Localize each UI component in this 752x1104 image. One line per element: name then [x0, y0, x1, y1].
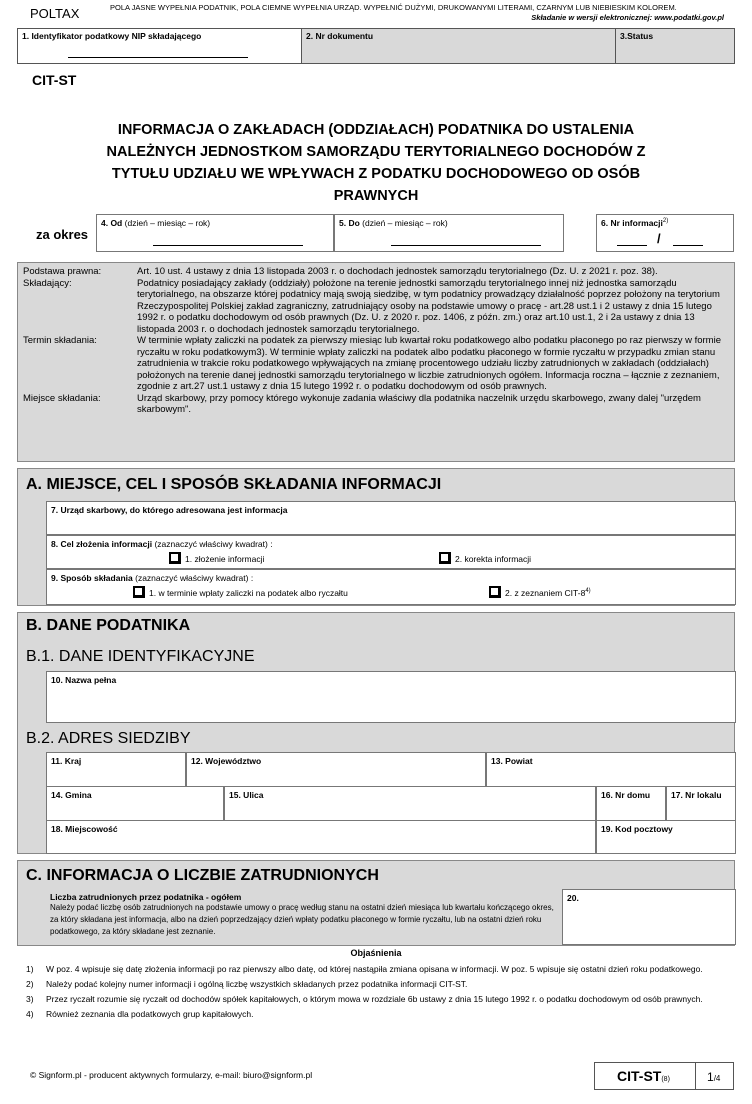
- document-number-field: [302, 29, 616, 63]
- info-number-label: 6. Nr informacji$^{2)}$: [601, 218, 669, 228]
- footer-form-code: CIT-ST(8): [617, 1068, 670, 1084]
- document-number-label: 2. Nr dokumentu: [306, 31, 374, 41]
- municipality-field[interactable]: [46, 786, 224, 822]
- header-fields: [17, 28, 735, 64]
- postal-code-field[interactable]: [596, 820, 736, 854]
- period-to-field[interactable]: [334, 214, 564, 252]
- employees-count-label: 20.: [567, 893, 579, 903]
- footer-form-code-box: [594, 1062, 734, 1090]
- purpose-option-1[interactable]: 1. złożenie informacji: [169, 552, 264, 564]
- street-field[interactable]: [224, 786, 596, 822]
- voivodeship-field[interactable]: [186, 752, 486, 788]
- apartment-number-field[interactable]: [666, 786, 736, 822]
- status-field: [616, 29, 734, 63]
- section-a: [17, 468, 735, 606]
- district-label: 13. Powiat: [491, 756, 533, 766]
- filing-method-option-2[interactable]: 2. z zeznaniem CIT-8$^{4)}$: [489, 586, 591, 598]
- employees-desc-text: Należy podać liczbę osób zatrudnionych na podstawie umowy o pracę według stanu na ostatni dzień miesiąca lub kwartału kończącego okres, za który składana jest informacja, albo na dzień poprzedzający dzień wpłaty podatku płaconego w formie ryczałtu, lub na ostatni dzień roku podatkowego, za który składane jest zeznanie.: [50, 903, 554, 936]
- house-number-field[interactable]: [596, 786, 666, 822]
- tax-office-label: 7. Urząd skarbowy, do którego adresowana jest informacja: [51, 505, 288, 515]
- legal-row: Miejsce składania: Urząd skarbowy, przy pomocy którego wykonuje zadania właściwy dla podatnika naczelnik urzędu skarbowego, zwany dalej "urzędem skarbowym".: [23, 392, 701, 415]
- purpose-label: 8. Cel złożenia informacji (zaznaczyć właściwy kwadrat) :: [51, 539, 273, 549]
- section-b: [17, 612, 735, 854]
- nip-field[interactable]: [18, 29, 302, 63]
- section-c: [17, 860, 735, 946]
- section-c-title: C. INFORMACJA O LICZBIE ZATRUDNIONYCH: [26, 867, 379, 884]
- explanations-title: Objaśnienia: [350, 948, 402, 958]
- electronic-filing-note: Składanie w wersji elektronicznej: www.podatki.gov.pl: [531, 13, 724, 22]
- filing-method-label: 9. Sposób składania (zaznaczyć właściwy kwadrat) :: [51, 573, 254, 583]
- brand: POLTAX: [30, 6, 80, 21]
- period-label: za okres: [36, 227, 89, 242]
- legal-row: Termin składania: W terminie wpłaty zaliczki na podatek za pierwszy miesiąc lub kwartał roku podatkowego albo podatku płaconego po raz pierwszy w formie ryczałtu w roku podatkowym3). W terminie wpłaty zaliczki na podatek albo podatku płaconego w formie ryczałtu w przypadku zmian stanu zatrudnienia w trakcie roku podatkowego wpływających na zmianę procentowego udziału liczby zatrudnionych w zakładach (oddziałach) położonych na terenie danej jednostki samorządu terytorialnego w liczbie zatrudnionych ogółem. Informacja roczna – łącznie z zeznaniem, zgodnie z art.27 ust.1 ustawy z dnia 15 lutego 1992 r. o podatku dochodowym od osób prawnych.: [23, 335, 721, 392]
- section-a-title: A. MIEJSCE, CEL I SPOSÓB SKŁADANIA INFORMACJI: [26, 476, 442, 493]
- full-name-label: 10. Nazwa pełna: [51, 675, 117, 685]
- checkbox-icon[interactable]: [489, 586, 501, 598]
- voivodeship-label: 12. Województwo: [191, 756, 262, 766]
- fill-instructions: POLA JASNE WYPEŁNIA PODATNIK, POLA CIEMNE WYPEŁNIA URZĄD. WYPEŁNIĆ DUŻYMI, DRUKOWANYMI LITERAMI, CZARNYM LUB NIEBIESKIM KOLOREM.: [110, 3, 677, 12]
- city-field[interactable]: [46, 820, 596, 854]
- apartment-number-label: 17. Nr lokalu: [671, 790, 722, 800]
- period-to-label: 5. Do (dzień – miesiąc – rok): [339, 218, 448, 228]
- legal-row: Składający: Podatnicy posiadający zakłady (oddziały) położone na terenie jednostki samorządu terytorialnego innej niż jednostka samorządu terytorialnego, na obszarze której podatnicy mają swoją siedzibę, w tym podatnicy prowadzący działalność poprzez położony na terytorium Rzeczypospolitej Polskiej zakład zagraniczny, zatrudniający osoby na podstawie umowy o pracę - art.28 ust.1 i 2 ustawy z dnia 15 lutego 1992 r. o podatku dochodowym od osób prawnych (Dz. U. z 2020 r. poz. 1406, z późn. zm.) oraz art.10 ust.1, 2 i 2a ustawy z dnia 13 listopada 2003 r. o dochodach jednostek samorządu terytorialnego.: [23, 277, 720, 335]
- explanation-item: 3) Przez ryczałt rozumie się ryczałt od dochodów spółek kapitałowych, o którym mowa w rozdziale 6b ustawy z dnia 15 lutego 1992 r. o podatku dochodowym od osób prawnych.: [26, 994, 703, 1004]
- employees-count-field[interactable]: [562, 889, 736, 945]
- house-number-label: 16. Nr domu: [601, 790, 651, 800]
- section-b1-title: B.1. DANE IDENTYFIKACYJNE: [26, 648, 255, 665]
- info-number-field[interactable]: [596, 214, 734, 252]
- municipality-label: 14. Gmina: [51, 790, 92, 800]
- purpose-option-2[interactable]: 2. korekta informacji: [439, 552, 531, 564]
- section-b2-title: B.2. ADRES SIEDZIBY: [26, 730, 191, 747]
- full-name-field[interactable]: [46, 671, 736, 723]
- explanation-item: 4) Również zeznania dla podatkowych grup kapitałowych.: [26, 1009, 254, 1019]
- section-b-title: B. DANE PODATNIKA: [26, 617, 191, 634]
- country-label: 11. Kraj: [51, 756, 82, 766]
- nip-label: 1. Identyfikator podatkowy NIP składającego: [22, 31, 202, 41]
- explanation-item: 2) Należy podać kolejny numer informacji i ogólną liczbę wszystkich składanych przez podatnika informacji CIT-ST.: [26, 979, 468, 989]
- legal-info-block: [17, 262, 735, 462]
- purpose-field: [46, 535, 736, 569]
- form-title: INFORMACJA O ZAKŁADACH (ODDZIAŁACH) PODATNIKA DO USTALENIA NALEŻNYCH JEDNOSTKOM SAMORZĄDU TERYTORIALNEGO DOCHODÓW Z TYTUŁU UDZIAŁU WE WPŁYWACH Z PODATKU DOCHODOWEGO OD OSÓB PRAWNYCH: [106, 122, 646, 204]
- city-label: 18. Miejscowość: [51, 824, 118, 834]
- period-from-label: 4. Od (dzień – miesiąc – rok): [101, 218, 211, 228]
- form-code: CIT-ST: [32, 72, 77, 88]
- explanations-list: [26, 962, 736, 1022]
- filing-method-option-1[interactable]: 1. w terminie wpłaty zaliczki na podatek albo ryczałtu: [133, 586, 348, 598]
- district-field[interactable]: [486, 752, 736, 788]
- footer-credit: © Signform.pl - producent aktywnych formularzy, e-mail: biuro@signform.pl: [30, 1070, 313, 1080]
- info-number-slash: /: [657, 231, 661, 246]
- checkbox-icon[interactable]: [133, 586, 145, 598]
- employees-heading: Liczba zatrudnionych przez podatnika - ogółem: [50, 892, 242, 902]
- checkbox-icon[interactable]: [169, 552, 181, 564]
- street-label: 15. Ulica: [229, 790, 264, 800]
- postal-code-label: 19. Kod pocztowy: [601, 824, 673, 834]
- legal-row: Podstawa prawna: Art. 10 ust. 4 ustawy z dnia 13 listopada 2003 r. o dochodach jednostek samorządu terytorialnego (Dz. U. z 2021 r. poz. 38).: [23, 266, 658, 277]
- filing-method-field: [46, 569, 736, 605]
- explanation-item: 1) W poz. 4 wpisuje się datę złożenia informacji po raz pierwszy albo datę, od której nastąpiła zmiana opisana w informacji. W poz. 5 wpisuje się ostatni dzień roku podatkowego.: [26, 964, 703, 974]
- employees-description: [46, 889, 562, 945]
- country-field[interactable]: [46, 752, 186, 788]
- period-from-field[interactable]: [96, 214, 334, 252]
- footer-page-number: 1/4: [707, 1070, 721, 1084]
- checkbox-icon[interactable]: [439, 552, 451, 564]
- status-label: 3.Status: [620, 31, 654, 41]
- tax-office-field[interactable]: [46, 501, 736, 535]
